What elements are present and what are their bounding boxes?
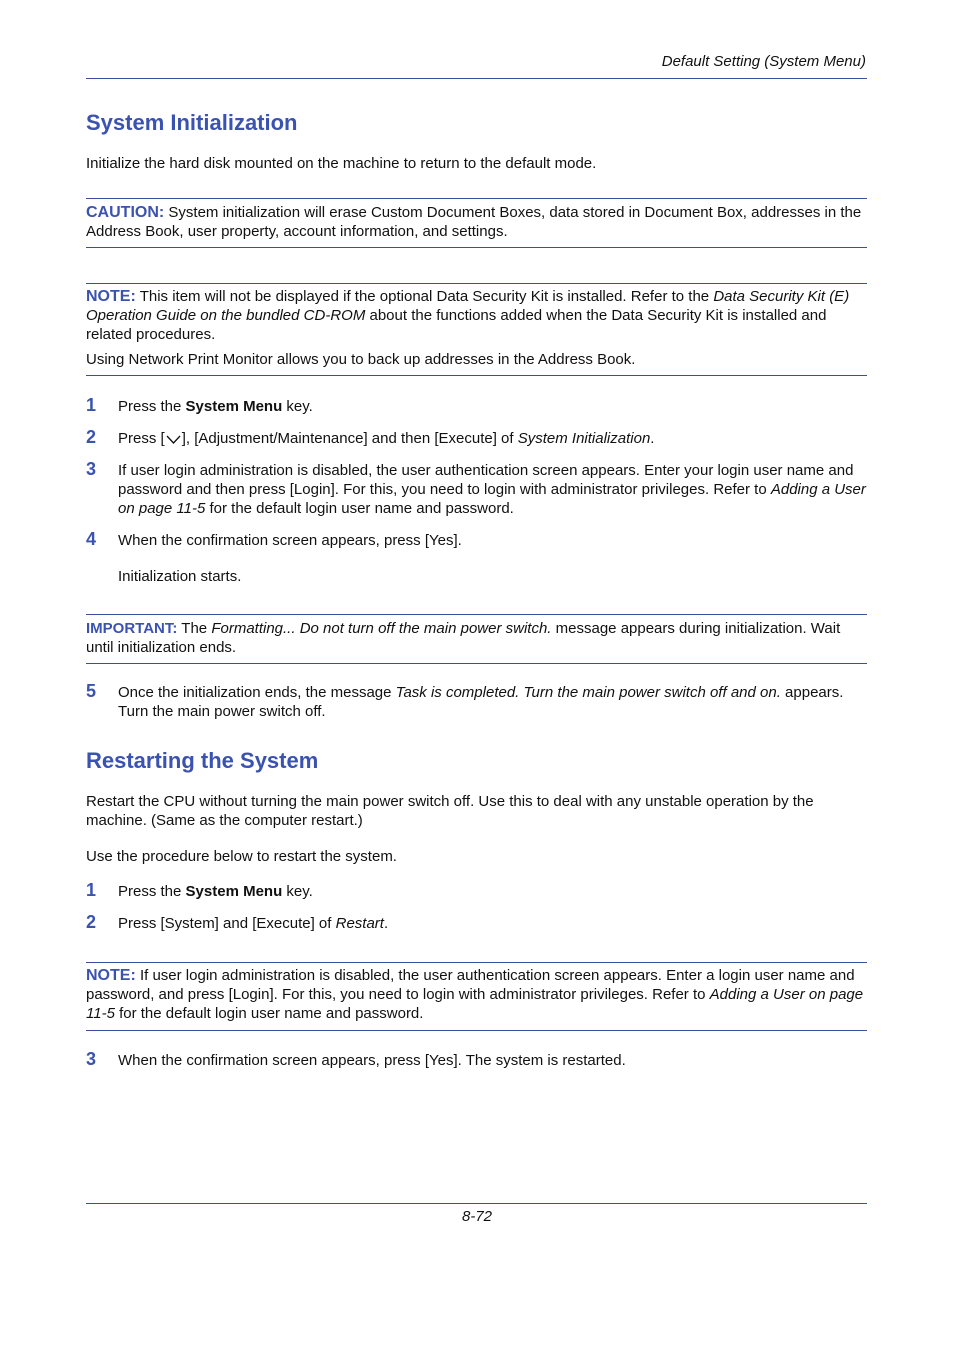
step-text-part: key. xyxy=(286,398,313,415)
step-number: 5 xyxy=(86,681,97,701)
step-text-part: Press the xyxy=(118,398,182,415)
important-label: IMPORTANT: xyxy=(86,620,178,637)
menu-item-reference: System Initialization xyxy=(517,430,651,447)
note-top-rule xyxy=(86,962,867,963)
running-header: Default Setting (System Menu) xyxy=(661,53,866,70)
step-text-part: ], [Adjustment/Maintenance] and then [Execute] of xyxy=(181,430,514,447)
step-text: When the confirmation screen appears, press [Yes]. xyxy=(118,532,462,549)
step-number: 2 xyxy=(86,912,97,932)
message-text: Formatting... Do not turn off the main power switch. xyxy=(211,620,552,637)
step-text-part: Press [System] and [Execute] of xyxy=(118,915,332,932)
step-text xyxy=(118,429,868,451)
important-box xyxy=(86,619,867,657)
page-reference: Adding a User on page 11-5 xyxy=(118,481,866,517)
caution-bottom-rule xyxy=(86,247,867,248)
key-name: System Menu xyxy=(185,398,283,415)
note-bottom-rule xyxy=(86,375,867,376)
note-text: If user login administration is disabled, the user authentication screen appears. Enter a login user name and password, and press [Login]. For this, you need to login with administrator privileges. Refer to xyxy=(86,967,855,1003)
note-box xyxy=(86,966,867,1023)
step-number: 3 xyxy=(86,1049,97,1069)
page-number: 8-72 xyxy=(461,1208,493,1225)
note-reference: Data Security Kit (E) Operation Guide on the bundled CD-ROM xyxy=(86,288,850,324)
step-text xyxy=(118,683,868,721)
note-label: NOTE: xyxy=(86,967,136,984)
step-text-part: for the default login user name and password. xyxy=(209,500,514,517)
note-text-2: for the default login user name and password. xyxy=(119,1005,424,1022)
menu-item-reference: Restart xyxy=(335,915,384,932)
step-number: 1 xyxy=(86,880,97,900)
step-text-part: Press the xyxy=(118,883,182,900)
important-text-2: message appears during initialization. Wait until initialization ends. xyxy=(86,620,841,656)
step-text-part: key. xyxy=(286,883,313,900)
step-text-part: . xyxy=(383,915,389,932)
note-box xyxy=(86,287,867,344)
important-top-rule xyxy=(86,614,867,615)
note-label: NOTE: xyxy=(86,288,136,305)
chevron-down-icon xyxy=(165,432,182,451)
step-text: When the confirmation screen appears, press [Yes]. The system is restarted. xyxy=(118,1052,626,1069)
step-text xyxy=(118,397,868,416)
page-reference: Adding a User on page 11-5 xyxy=(86,986,864,1022)
section-intro-2: Use the procedure below to restart the system. xyxy=(86,848,397,865)
step-text xyxy=(118,914,868,933)
section-title-restarting-system: Restarting the System xyxy=(86,748,319,773)
step-text xyxy=(118,882,868,901)
step-text-part: Press [ xyxy=(118,430,165,447)
footer-rule xyxy=(86,1203,867,1204)
step-text-part: appears. Turn the main power switch off. xyxy=(118,684,844,720)
important-bottom-rule xyxy=(86,663,867,664)
note-paragraph: Using Network Print Monitor allows you to back up addresses in the Address Book. xyxy=(86,351,636,368)
step-number: 1 xyxy=(86,395,97,415)
caution-text: System initialization will erase Custom Document Boxes, data stored in Document Box, addresses in the Address Book, user property, account information, and settings. xyxy=(86,204,862,240)
section-intro: Restart the CPU without turning the main power switch off. Use this to deal with any unstable operation by the machine. (Same as the computer restart.) xyxy=(86,793,814,829)
key-name: System Menu xyxy=(185,883,283,900)
caution-box xyxy=(86,203,867,241)
caution-top-rule xyxy=(86,198,867,199)
step-text-part: Once the initialization ends, the message xyxy=(118,684,392,701)
step-text-part: If user login administration is disabled, the user authentication screen appears. Enter your login user name and password and then press [Login]. For this, you need to login with administrator privileges. Refer to xyxy=(118,462,854,498)
section-title-system-initialization: System Initialization xyxy=(86,110,298,135)
note-top-rule xyxy=(86,283,867,284)
step-number: 3 xyxy=(86,459,97,479)
header-rule xyxy=(86,78,867,79)
caution-label: CAUTION: xyxy=(86,204,165,221)
step-number: 4 xyxy=(86,529,97,549)
step-text-part: . xyxy=(650,430,655,447)
important-text: The xyxy=(181,620,208,637)
note-text: This item will not be displayed if the optional Data Security Kit is installed. Refer to the xyxy=(139,288,710,305)
step-number: 2 xyxy=(86,427,97,447)
note-text-2: about the functions added when the Data Security Kit is installed and related procedures. xyxy=(86,307,827,343)
message-text: Task is completed. Turn the main power switch off and on. xyxy=(395,684,781,701)
step-text xyxy=(118,461,868,518)
section-intro: Initialize the hard disk mounted on the machine to return to the default mode. xyxy=(86,155,597,172)
note-bottom-rule xyxy=(86,1030,867,1031)
step-subtext: Initialization starts. xyxy=(118,568,242,585)
